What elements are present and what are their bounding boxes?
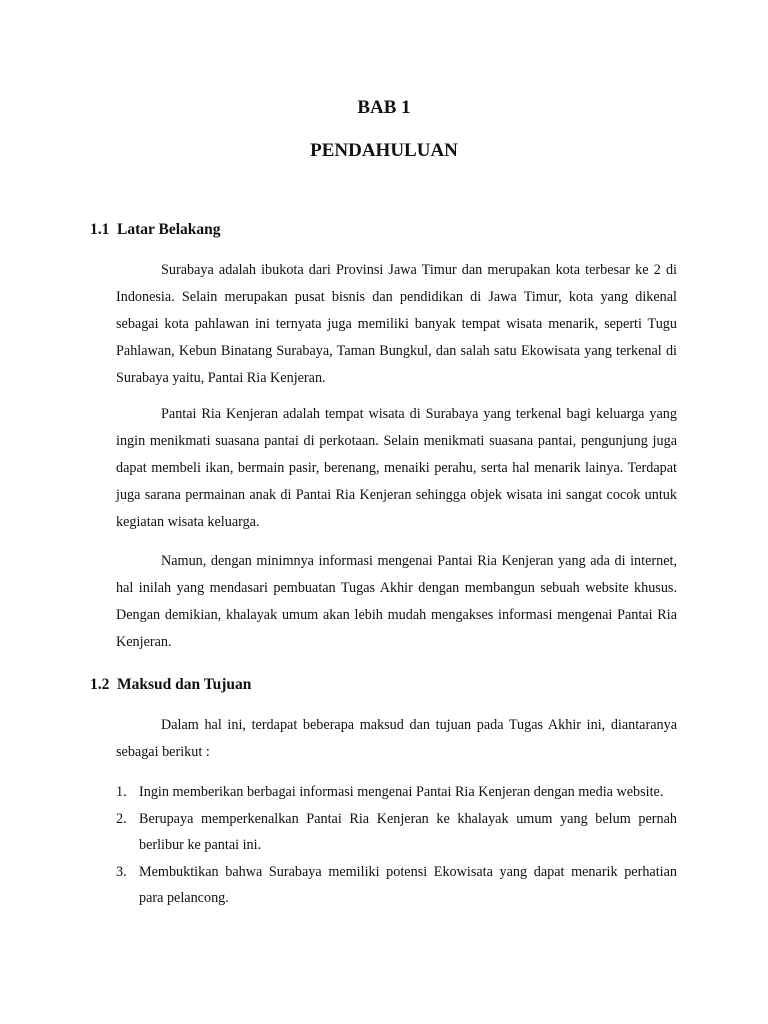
- chapter-title: PENDAHULUAN: [310, 140, 458, 161]
- section-heading-maksud-dan-tujuan: [90, 677, 251, 693]
- list-marker: 3.: [116, 864, 127, 880]
- list-item: [116, 806, 677, 858]
- list-item: [116, 859, 677, 911]
- list-item-text: Ingin memberikan berbagai informasi mengenai Pantai Ria Kenjeran dengan media website.: [139, 784, 664, 800]
- purpose-list: [116, 779, 677, 912]
- paragraph: Namun, dengan minimnya informasi mengenai Pantai Ria Kenjeran yang ada di internet, hal inilah yang mendasari pembuatan Tugas Akhir dengan membangun sebuah website khusus. Dengan demikian, khalayak umum akan lebih mudah mengakses informasi mengenai Pantai Ria Kenjeran.: [116, 553, 677, 650]
- list-marker: 2.: [116, 811, 127, 827]
- section-number: 1.1: [90, 221, 110, 238]
- chapter-number: BAB 1: [357, 97, 411, 118]
- paragraph: Pantai Ria Kenjeran adalah tempat wisata di Surabaya yang terkenal bagi keluarga yang ingin menikmati suasana pantai di perkotaan. Selain menikmati suasana pantai, pengunjung juga dapat membeli ikan, bermain pasir, berenang, menaiki perahu, serta hal menarik lainya. Terdapat juga sarana permainan anak di Pantai Ria Kenjeran sehingga objek wisata ini sangat cocok untuk kegiatan wisata keluarga.: [116, 406, 677, 530]
- section-title: Latar Belakang: [117, 221, 221, 238]
- section-heading-latar-belakang: [90, 222, 221, 238]
- list-item-text: Membuktikan bahwa Surabaya memiliki potensi Ekowisata yang dapat menarik perhatian para pelancong.: [139, 864, 677, 906]
- paragraph: Surabaya adalah ibukota dari Provinsi Jawa Timur dan merupakan kota terbesar ke 2 di Indonesia. Selain merupakan pusat bisnis dan pendidikan di Jawa Timur, kota yang dikenal sebagai kota pahlawan ini ternyata juga memiliki banyak tempat wisata menarik, seperti Tugu Pahlawan, Kebun Binatang Surabaya, Taman Bungkul, dan salah satu Ekowisata yang terkenal di Surabaya yaitu, Pantai Ria Kenjeran.: [116, 262, 677, 386]
- list-item-text: Berupaya memperkenalkan Pantai Ria Kenjeran ke khalayak umum yang belum pernah berlibur ke pantai ini.: [139, 811, 677, 853]
- paragraph: Dalam hal ini, terdapat beberapa maksud dan tujuan pada Tugas Akhir ini, diantaranya sebagai berikut :: [116, 717, 677, 760]
- list-item: [116, 779, 677, 805]
- list-marker: 1.: [116, 784, 127, 800]
- section-title: Maksud dan Tujuan: [117, 676, 252, 693]
- section-number: 1.2: [90, 676, 110, 693]
